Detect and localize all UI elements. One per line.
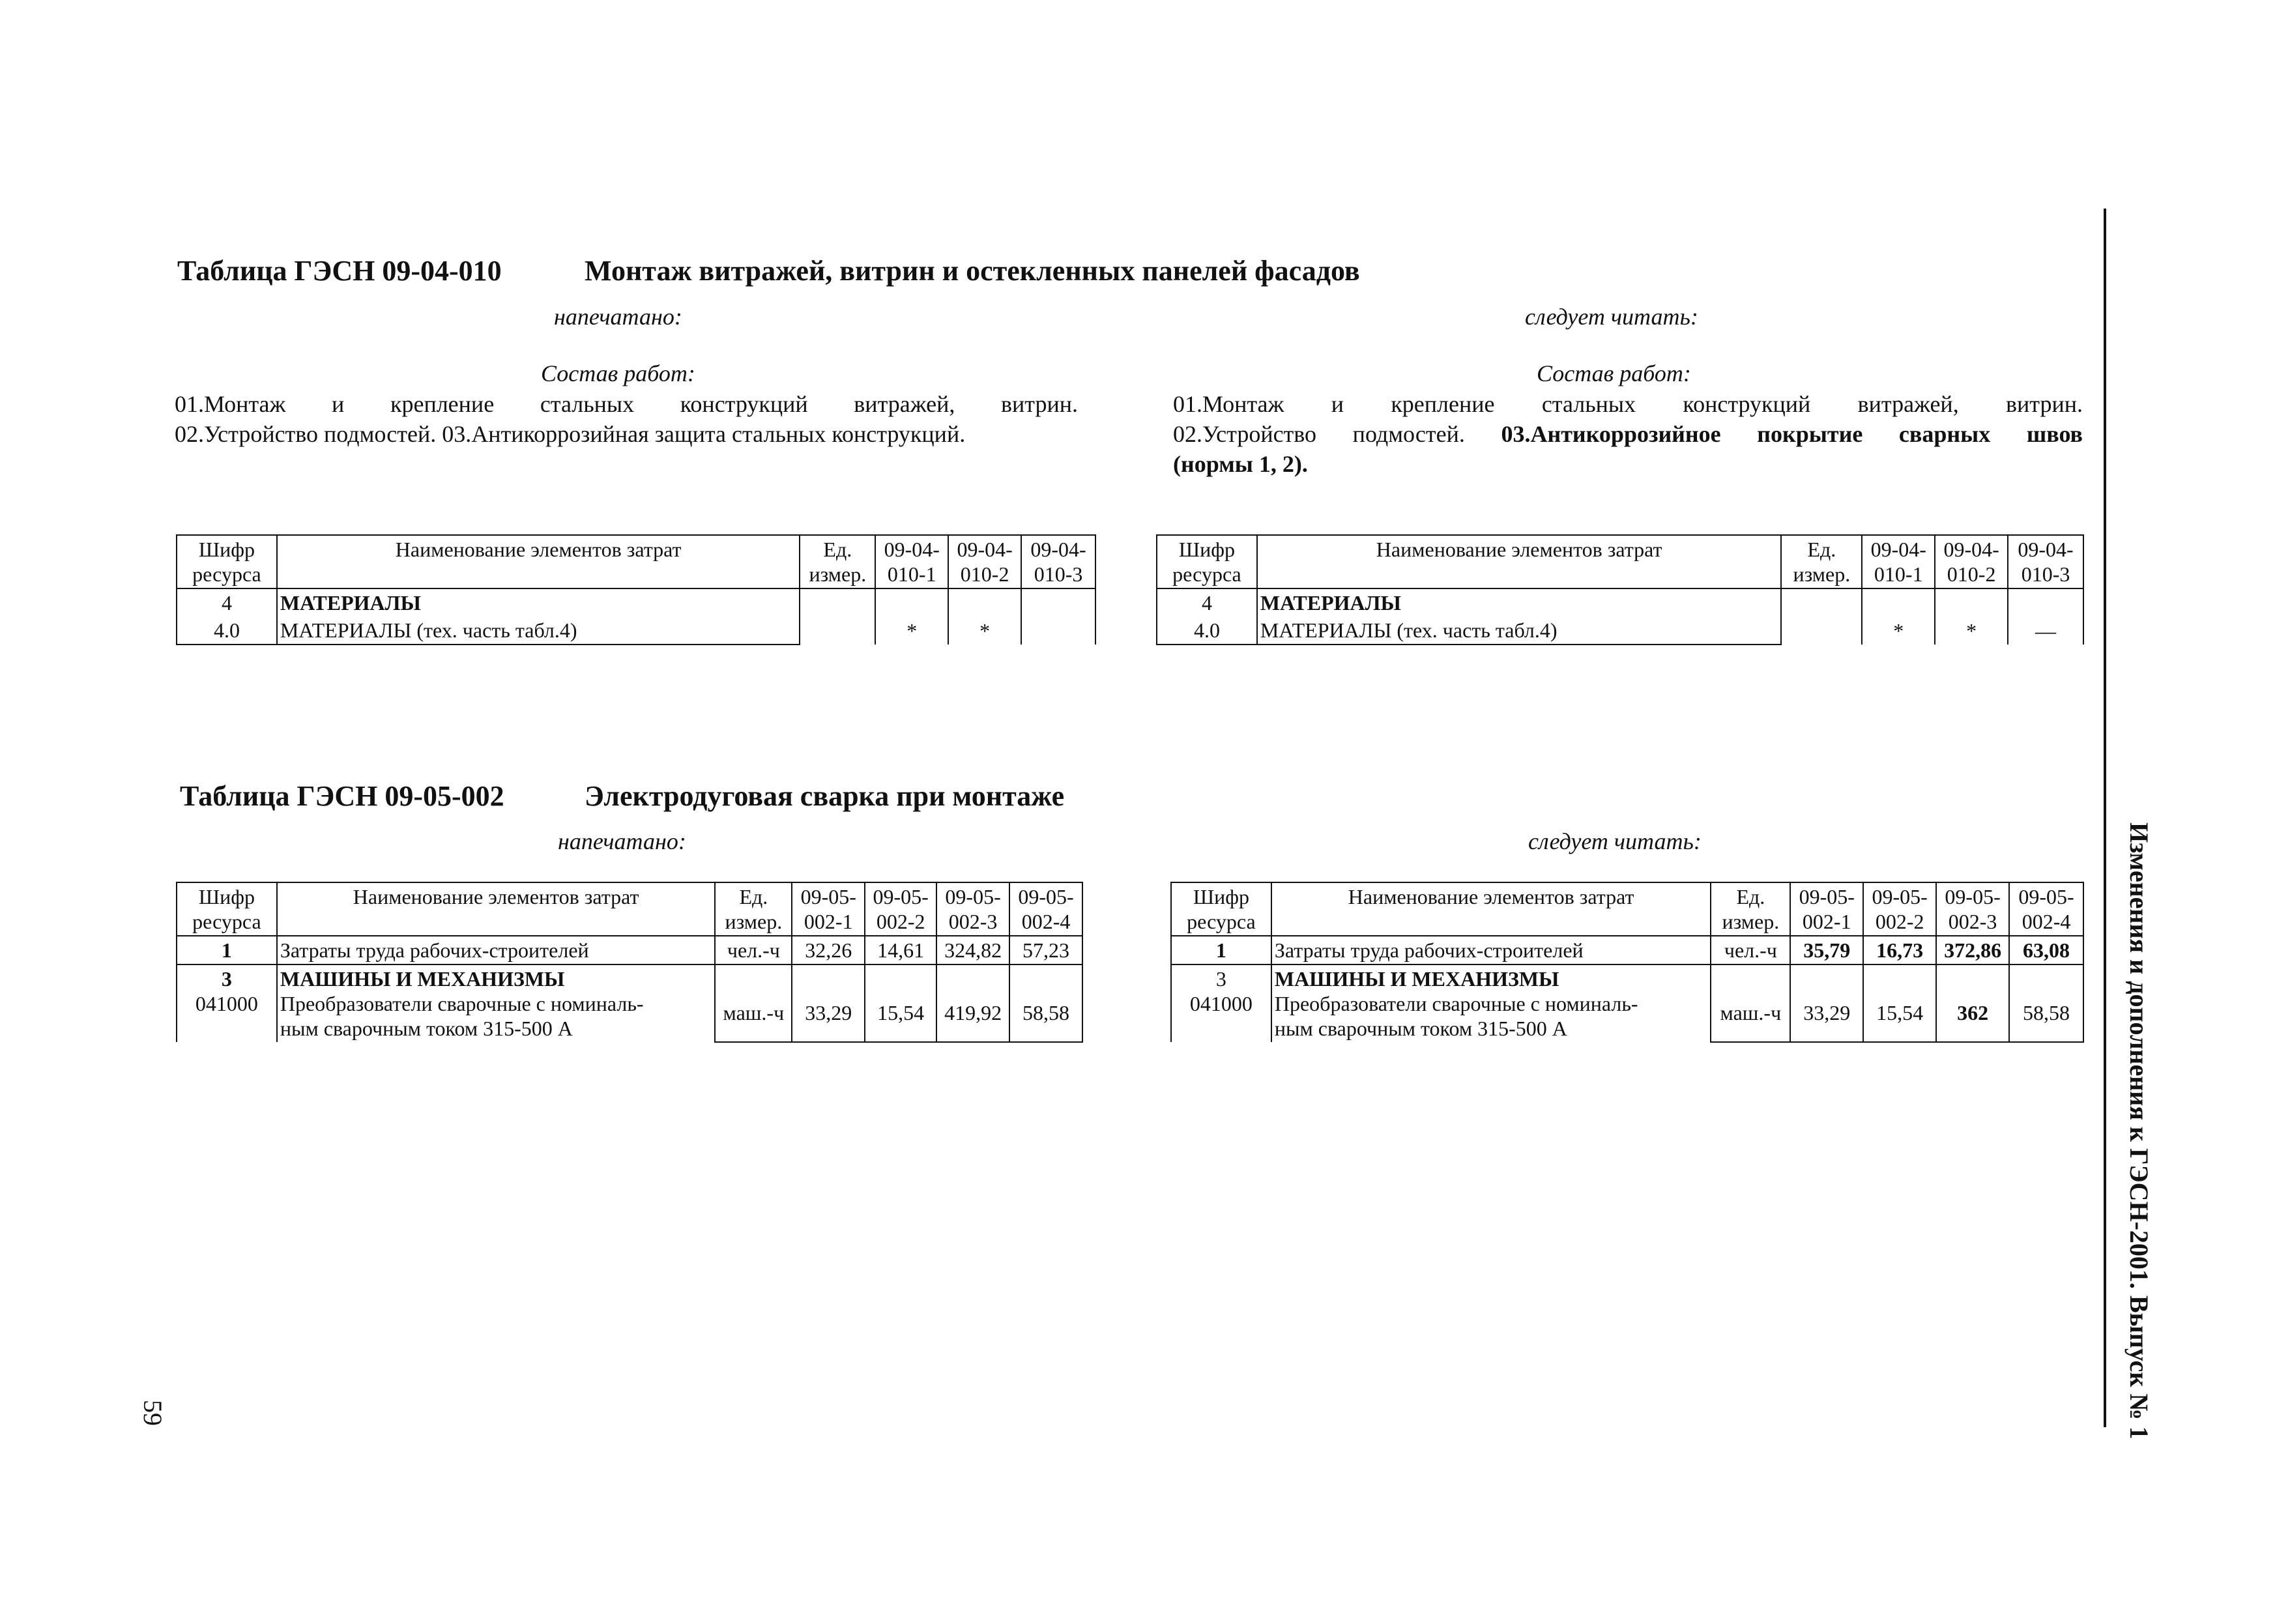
header-name: Наименование элементов затрат <box>1257 535 1782 588</box>
row-value: 16,73 <box>1863 936 1936 964</box>
row-value: 57,23 <box>1009 936 1082 964</box>
row-value: 58,58 <box>1009 964 1082 1042</box>
should-composition-line2 <box>1173 419 2083 449</box>
header-name: Наименование элементов затрат <box>1271 882 1711 936</box>
row-code <box>177 964 277 1042</box>
header-col: 09-05- 002-4 <box>2009 882 2083 936</box>
header-name: Наименование элементов затрат <box>277 535 800 588</box>
row-code <box>1171 964 1271 1042</box>
right-border-line <box>2104 209 2106 1427</box>
sidebar-title: Изменения и дополнения к ГЭСН-2001. Выпуск № 1 <box>2124 822 2154 1440</box>
row-code: 4 <box>177 588 277 616</box>
section2-should-read-label: следует читать: <box>1528 828 1702 854</box>
group-name: МАШИНЫ И МЕХАНИЗМЫ <box>1274 967 1559 991</box>
table-row <box>177 964 1082 1042</box>
table-row <box>1171 964 2083 1042</box>
row-code: 1 <box>177 936 277 964</box>
header-col: 09-05- 002-4 <box>1009 882 1082 936</box>
header-code: Шифр ресурса <box>177 535 277 588</box>
section1-printed-composition <box>175 389 1078 449</box>
section1-table-label: Таблица ГЭСН 09-04-010 <box>177 255 502 287</box>
row-code: 4 <box>1157 588 1257 616</box>
page-number: 59 <box>138 1400 167 1426</box>
row-value: 63,08 <box>2009 936 2083 964</box>
header-unit: Ед. измер. <box>715 882 792 936</box>
table-row <box>177 936 1082 964</box>
header-col: 09-05- 002-1 <box>1790 882 1863 936</box>
row-name: МАТЕРИАЛЫ (тех. часть табл.4) <box>1257 616 1782 645</box>
header-name: Наименование элементов затрат <box>277 882 716 936</box>
header-col: 09-05- 002-1 <box>792 882 865 936</box>
section1-printed-label: напечатано: <box>554 304 682 330</box>
section1-should-table <box>1156 534 2084 645</box>
header-unit: Ед. измер. <box>800 535 875 588</box>
table-header-row <box>177 535 1095 588</box>
row-value <box>1021 588 1095 645</box>
section2-printed-table <box>176 882 1083 1043</box>
header-col: 09-04- 010-3 <box>1021 535 1095 588</box>
row-value: * <box>875 588 948 645</box>
section2-table-label: Таблица ГЭСН 09-05-002 <box>180 780 504 812</box>
header-col: 09-05- 002-2 <box>1863 882 1936 936</box>
row-value: 372,86 <box>1936 936 2009 964</box>
group-code: 3 <box>1215 967 1226 991</box>
header-col: 09-05- 002-2 <box>865 882 936 936</box>
header-unit: Ед. измер. <box>1711 882 1790 936</box>
row-unit: чел.-ч <box>1711 936 1790 964</box>
header-col: 09-04- 010-3 <box>2008 535 2083 588</box>
header-col: 09-05- 002-3 <box>1936 882 2009 936</box>
row-name: МАТЕРИАЛЫ (тех. часть табл.4) <box>277 616 800 645</box>
row-value: 33,29 <box>1790 964 1863 1042</box>
row-unit: маш.-ч <box>1711 964 1790 1042</box>
section1-printed-composition-label: Состав работ: <box>541 360 695 386</box>
table-row <box>1157 588 2083 616</box>
row-value: — <box>2008 588 2083 645</box>
header-col: 09-04- 010-2 <box>1935 535 2008 588</box>
section1-should-read-label: следует читать: <box>1525 304 1698 330</box>
row-value: 58,58 <box>2009 964 2083 1042</box>
header-col: 09-04- 010-1 <box>875 535 948 588</box>
should-composition-line3: (нормы 1, 2). <box>1173 451 1308 477</box>
header-col: 09-05- 002-3 <box>936 882 1009 936</box>
table-header-row <box>1171 882 2083 936</box>
row-value: 15,54 <box>865 964 936 1042</box>
row-value: 15,54 <box>1863 964 1936 1042</box>
row-value: 362 <box>1936 964 2009 1042</box>
header-col: 09-04- 010-2 <box>948 535 1021 588</box>
header-code: Шифр ресурса <box>1157 535 1257 588</box>
row-value: 324,82 <box>936 936 1009 964</box>
row-name: МАШИНЫ И МЕХАНИЗМЫ Преобразователи сварочные с номиналь- ным сварочным током 315-500 А <box>1271 964 1711 1042</box>
row-value: 14,61 <box>865 936 936 964</box>
row-value: 33,29 <box>792 964 865 1042</box>
section2-should-table <box>1170 882 2084 1043</box>
row-value: 419,92 <box>936 964 1009 1042</box>
row-unit: чел.-ч <box>715 936 792 964</box>
row-value: * <box>1862 588 1935 645</box>
header-unit: Ед. измер. <box>1781 535 1862 588</box>
row-code: 4.0 <box>1157 616 1257 645</box>
should-composition-line1: 01.Монтаж и крепление стальных конструкций витражей, витрин. <box>1173 391 2083 417</box>
row-name: Затраты труда рабочих-строителей <box>1271 936 1711 964</box>
row-unit <box>800 588 875 645</box>
row-value: 32,26 <box>792 936 865 964</box>
table-row <box>1171 936 2083 964</box>
header-col: 09-04- 010-1 <box>1862 535 1935 588</box>
printed-composition-line2: 02.Устройство подмостей. 03.Антикоррозийная защита стальных конструкций. <box>175 421 966 447</box>
row-unit <box>1781 588 1862 645</box>
section1-title: Монтаж витражей, витрин и остекленных панелей фасадов <box>585 255 1360 287</box>
header-code: Шифр ресурса <box>177 882 277 936</box>
section2-printed-label: напечатано: <box>558 828 686 854</box>
table-header-row <box>177 882 1082 936</box>
table-header-row <box>1157 535 2083 588</box>
section1-printed-table <box>176 534 1096 645</box>
section1-should-composition <box>1173 389 2083 479</box>
row-unit: маш.-ч <box>715 964 792 1042</box>
row-code: 4.0 <box>177 616 277 645</box>
section2-title: Электродуговая сварка при монтаже <box>585 780 1065 812</box>
group-code: 3 <box>221 967 232 991</box>
header-code: Шифр ресурса <box>1171 882 1271 936</box>
should-composition-line2-normal: 02.Устройство подмостей. <box>1173 421 1501 447</box>
group-name: МАШИНЫ И МЕХАНИЗМЫ <box>280 967 565 991</box>
resource-code: 041000 <box>1189 992 1253 1015</box>
row-code: 1 <box>1171 936 1271 964</box>
row-name: МАТЕРИАЛЫ <box>277 588 800 616</box>
row-name: МАШИНЫ И МЕХАНИЗМЫ Преобразователи сварочные с номиналь- ным сварочным током 315-500 А <box>277 964 716 1042</box>
printed-composition-line1: 01.Монтаж и крепление стальных конструкций витражей, витрин. <box>175 391 1078 417</box>
row-name: МАТЕРИАЛЫ <box>1257 588 1782 616</box>
should-composition-line2-bold: 03.Антикоррозийное покрытие сварных швов <box>1501 421 2083 447</box>
row-value: 35,79 <box>1790 936 1863 964</box>
resource-code: 041000 <box>195 992 258 1015</box>
row-value: * <box>1935 588 2008 645</box>
section1-should-composition-label: Состав работ: <box>1537 360 1691 386</box>
table-row <box>177 588 1095 616</box>
row-name: Затраты труда рабочих-строителей <box>277 936 716 964</box>
row-value: * <box>948 588 1021 645</box>
